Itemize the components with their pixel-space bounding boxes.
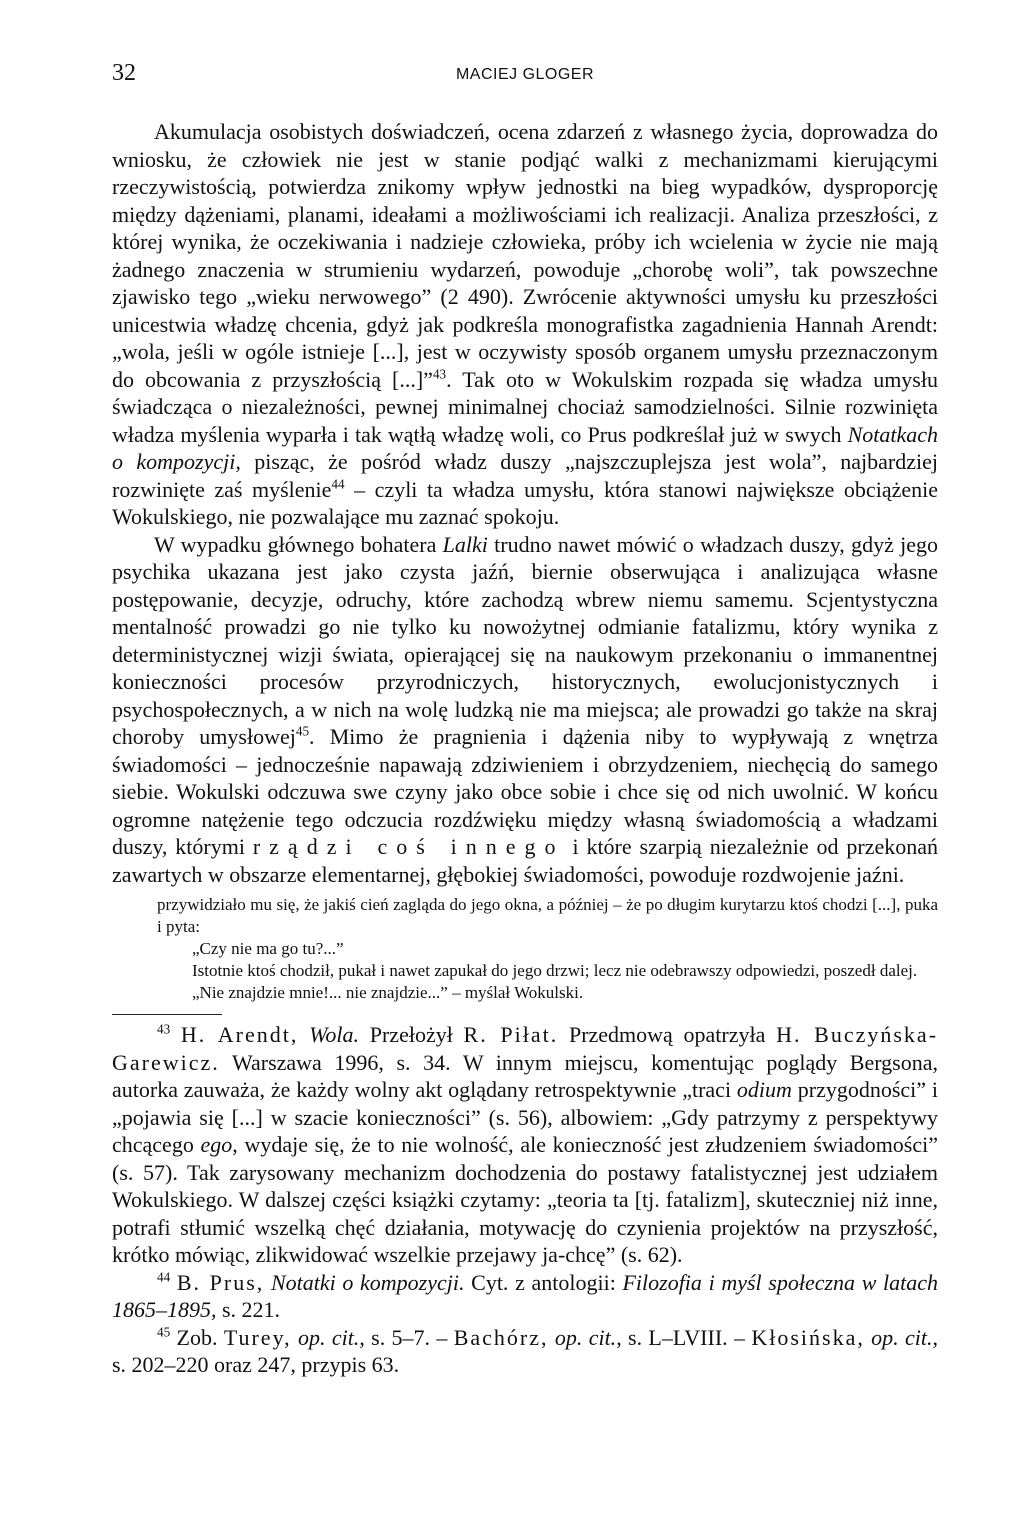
paragraph-2 <box>112 531 938 889</box>
main-text <box>112 118 938 1379</box>
italic-abbrev: op. cit. <box>297 1324 360 1350</box>
text-span: Cyt. z antologii: <box>464 1269 623 1295</box>
author-name: H. Arendt, <box>180 1022 299 1047</box>
text-span: przygodności” i „pojawia się [...] w szacie konieczności” (s. 56), albowiem: „Gdy patrzymy z perspektywy chcącego <box>112 1077 938 1157</box>
author-name: Turey, <box>223 1324 292 1350</box>
footnote-ref-44: 44 <box>331 476 345 492</box>
text-span: , s. 5–7. – <box>359 1324 454 1350</box>
footnote-44 <box>112 1269 938 1324</box>
italic-abbrev: op. cit. <box>871 1324 933 1350</box>
italic-abbrev: op. cit. <box>554 1324 617 1350</box>
text-span: trudno nawet mówić o władzach duszy, gdyż jego psychika ukazana jest jako czysta jaźń, biernie obserwująca i analizująca własne postępowanie, decyzje, odruchy, które zachodzą wbrew niemu samemu. Scjentystyczna mentalność prowadzi go nie tylko ku nowożytnej odmianie fatalizmu, który wynika z deterministycznej wizji świata, opierającej się na naukowym przekonaniu o immanentnej konieczności procesów przyrodniczych, historycznych, ewolucjonistycznych i psychospołecznych, a w nich na wolę ludzką nie ma miejsca; ale prowadzi go także na skraj choroby umysłowej <box>112 531 938 749</box>
footnote-number: 45 <box>157 1324 171 1340</box>
text-span: , s. 202–220 oraz 247, przypis 63. <box>112 1324 938 1377</box>
text-span: . Mimo że pragnienia i dążenia niby to wypływają z wnętrza świadomości – jednocześnie napawają zdziwieniem i obrzydzeniem, niechęcią do samego siebie. Wokulski odczuwa swe czyny jako obce sobie i chce się od nich uwolnić. W końcu ogromne natężenie tego odczucia rozdźwięku między własną świadomością a władzami duszy, którymi <box>112 724 938 859</box>
header-author: MACIEJ GLOGER <box>455 66 595 83</box>
quote-line: „Czy nie ma go tu?...” <box>192 939 344 958</box>
translator-name: R. Piłat. <box>463 1022 559 1047</box>
text-span: , s. L–LVIII. – <box>616 1324 752 1350</box>
text-span: . Tak oto w Wokulskim rozpada się władza umysłu świadcząca o niezależności, pewnej minimalnej chociaż samodzielności. Silnie rozwinięta władza myślenia wyparła i tak wątłą władzę woli, co Prus podkreślał już w swych <box>112 366 938 447</box>
author-name: Bachórz, <box>453 1324 549 1350</box>
footnote-number: 44 <box>157 1269 171 1285</box>
italic-word: ego <box>200 1132 233 1157</box>
italic-title: Wola. <box>309 1022 360 1047</box>
quote-line: „Nie znajdzie mnie!... nie znajdzie...” – myślał Wokulski. <box>192 983 584 1002</box>
page-number: 32 <box>112 60 136 86</box>
text-span: – czyli ta władza umysłu, która stanowi największe obciążenie Wokulskiego, nie pozwalające mu zaznać spokoju. <box>112 476 938 529</box>
spaced-emphasis: rządzi coś innego <box>252 834 565 859</box>
footnote-separator <box>112 1014 222 1015</box>
block-quote <box>157 894 938 1004</box>
italic-title: Lalki <box>442 531 488 557</box>
footnote-43 <box>112 1021 938 1269</box>
text-span: Przedmową opatrzyła <box>558 1022 777 1047</box>
text-span: pisząc, że pośród władz duszy „najszczuplejsza jest wola”, najbardziej rozwinięte zaś myślenie <box>112 449 938 502</box>
text-span: , wydaje się, że to nie wolność, ale konieczność jest złudzeniem świadomości” (s. 57). Tak zarysowany mechanizm dochodzenia do postawy fatalistycznej jest udziałem Wokulskiego. W dalszej części książki czytamy: „teoria ta [tj. fatalizm], skuteczniej niż inne, potrafi stłumić wszelką chęć działania, motywację do czynienia projektów na przyszłość, krótko mówiąc, zlikwidować wszelkie przejawy ja-chcę” (s. 62). <box>112 1132 939 1267</box>
text-span: Przełożył <box>359 1022 464 1047</box>
quote-line: Istotnie ktoś chodził, pukał i nawet zapukał do jego drzwi; lecz nie odebrawszy odpowiedzi, poszedł dalej. <box>192 961 918 980</box>
paragraph-1 <box>112 118 938 531</box>
footnote-ref-43: 43 <box>432 366 447 382</box>
preface-author-name: H. Buczyńska-Garewicz. <box>112 1022 939 1075</box>
italic-title: Notatki o kompozycji. <box>270 1269 465 1295</box>
text-span: Zob. <box>176 1324 224 1350</box>
text-span: Warszawa 1996, s. 34. W innym miejscu, komentując poglądy Bergsona, autorka zauważa, że każdy wolny akt oglądany retrospektywnie „traci <box>112 1049 938 1102</box>
text-span: Akumulacja osobistych doświadczeń, ocena zdarzeń z własnego życia, doprowadza do wniosku, że człowiek nie jest w stanie podjąć walki z mechanizmami kierującymi rzeczywistością, potwierdza znikomy wpływ jednostki na bieg wypadków, dysproporcję między dążeniami, planami, ideałami a możliwościami ich realizacji. Analiza przeszłości, z której wynika, że oczekiwania i nadzieje człowieka, próby ich wcielenia w życie nie mają żadnego znaczenia w strumieniu wydarzeń, powoduje „chorobę woli”, tak powszechne zjawisko tego „wieku nerwowego” (2 490). Zwrócenie aktywności umysłu ku przeszłości unicestwia władzę chcenia, gdyż jak podkreśla monografistka zagadnienia Hannah Arendt: „wola, jeśli w ogóle istnieje [...], jest w oczywisty sposób organem umysłu przeznaczonym do obcowania z przyszłością [...]” <box>112 119 938 392</box>
italic-word: odium <box>736 1077 792 1102</box>
text-span: s. 221. <box>216 1297 281 1322</box>
text-span: W wypadku głównego bohatera <box>154 531 443 557</box>
footnote-ref-45: 45 <box>295 723 310 739</box>
italic-title: Notatkach o kompozycji, <box>112 421 938 474</box>
running-header <box>112 60 938 92</box>
footnote-45 <box>112 1324 938 1379</box>
italic-title: Filozofia i myśl społeczna w latach 1865–1895, <box>112 1269 939 1322</box>
quote-line: przywidziało mu się, że jakiś cień zagląda do jego okna, a później – że po długim kurytarzu ktoś chodzi [...], puka i pyta: <box>157 895 938 936</box>
author-name: B. Prus, <box>176 1269 265 1295</box>
author-name: Kłosińska, <box>751 1324 865 1350</box>
footnotes <box>112 1021 938 1379</box>
text-span: i które szarpią niezależnie od przekonań zawartych w obszarze elementarnej, głębokiej świadomości, powoduje rozdwojenie jaźni. <box>112 834 939 887</box>
footnote-number: 43 <box>157 1021 171 1037</box>
